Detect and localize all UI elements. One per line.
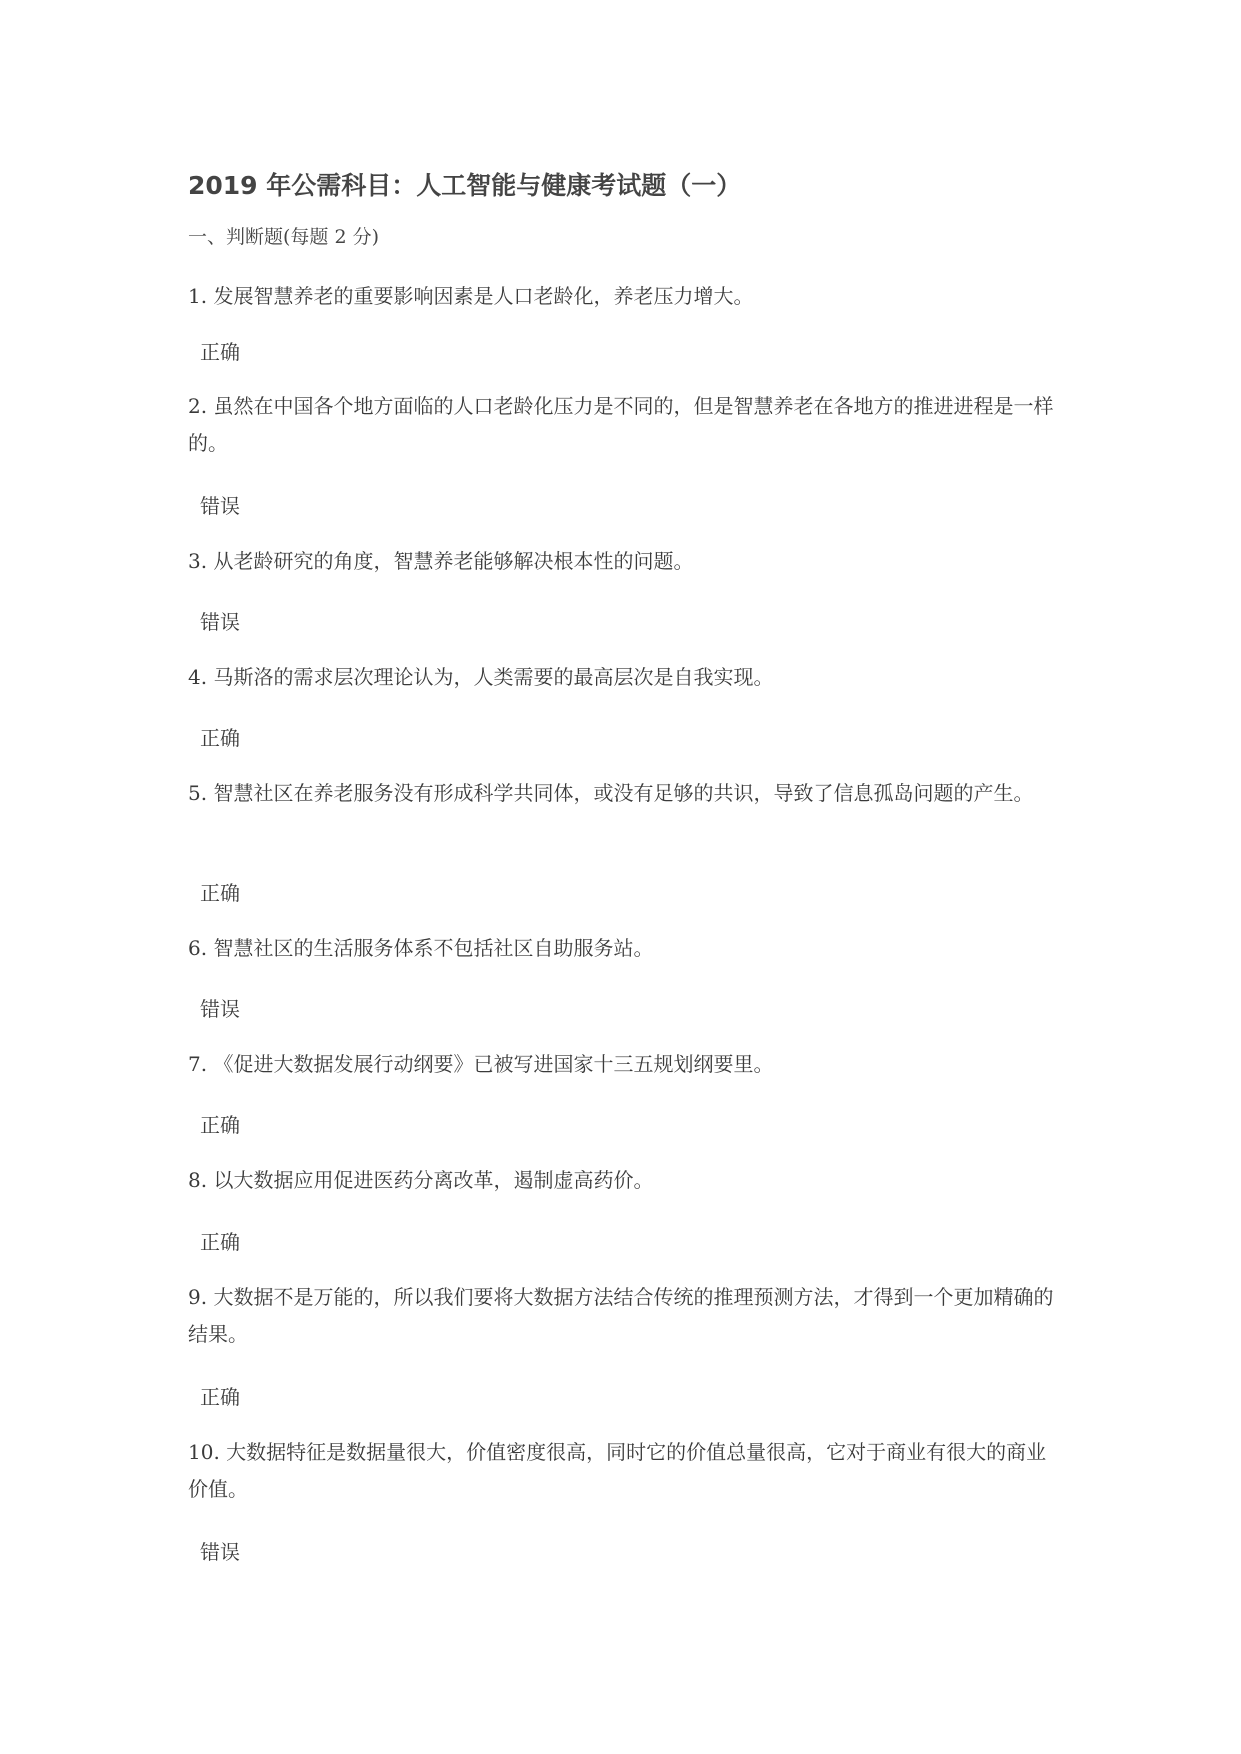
question-text: 7. 《促进大数据发展行动纲要》已被写进国家十三五规划纲要里。	[188, 1052, 774, 1076]
question-text: 9. 大数据不是万能的，所以我们要将大数据方法结合传统的推理预测方法，才得到一个更加精确的结果。	[188, 1285, 1054, 1346]
answer-text: 错误	[200, 610, 240, 634]
answer-text: 错误	[200, 494, 240, 518]
answer-text: 正确	[200, 1230, 240, 1254]
answer-text: 正确	[200, 726, 240, 750]
answer-text: 正确	[200, 881, 240, 905]
question-text: 8. 以大数据应用促进医药分离改革，遏制虚高药价。	[188, 1168, 654, 1192]
answer-text: 错误	[200, 1540, 240, 1564]
question-text: 2. 虽然在中国各个地方面临的人口老龄化压力是不同的，但是智慧养老在各地方的推进进程是一样的。	[188, 394, 1054, 455]
answer-text: 正确	[200, 1385, 240, 1409]
document-title: 2019 年公需科目：人工智能与健康考试题（一）	[188, 171, 742, 200]
answer-text: 错误	[200, 997, 240, 1021]
answer-text: 正确	[200, 1113, 240, 1137]
question-text: 6. 智慧社区的生活服务体系不包括社区自助服务站。	[188, 936, 654, 960]
question-text: 10. 大数据特征是数据量很大，价值密度很高，同时它的价值总量很高，它对于商业有很大的商业价值。	[188, 1440, 1047, 1501]
question-text: 5. 智慧社区在养老服务没有形成科学共同体，或没有足够的共识，导致了信息孤岛问题的产生。	[188, 781, 1034, 805]
question-text: 4. 马斯洛的需求层次理论认为，人类需要的最高层次是自我实现。	[188, 665, 774, 689]
question-text: 3. 从老龄研究的角度，智慧养老能够解决根本性的问题。	[188, 549, 694, 573]
question-text: 1. 发展智慧养老的重要影响因素是人口老龄化，养老压力增大。	[188, 284, 754, 308]
section-heading: 一、判断题(每题 2 分)	[188, 226, 379, 248]
answer-text: 正确	[200, 340, 240, 364]
